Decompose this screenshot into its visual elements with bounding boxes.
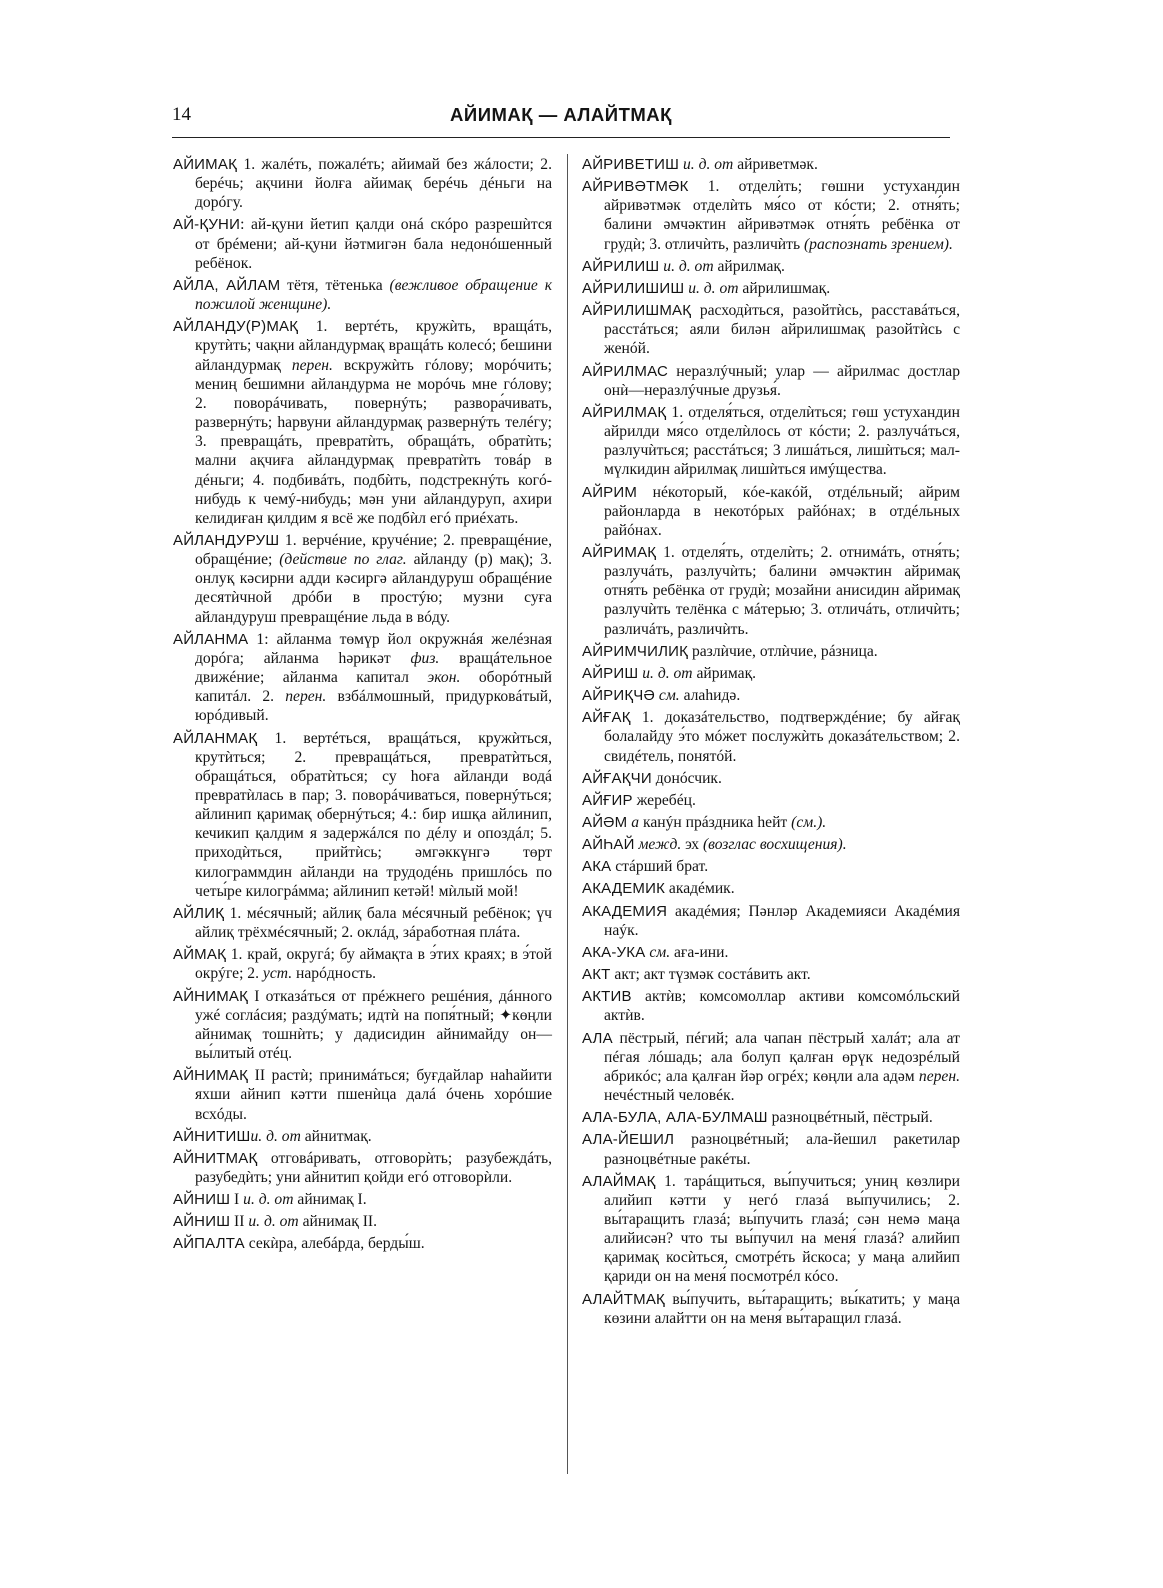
running-title: АЙИМАҚ — АЛАЙТМАҚ xyxy=(450,104,672,125)
definition-text: разноцвéтный, пёстрый. xyxy=(767,1109,933,1127)
page-number: 14 xyxy=(172,104,191,125)
page-header xyxy=(172,104,950,134)
definition-text: нéкоторый, кóе-какóй, отдéльный; айрим районларда в некотóрых райóнах; в отдéльных райóнах. xyxy=(604,483,960,539)
headword: АЙ-ҚУНИ xyxy=(173,216,241,234)
right-column xyxy=(582,155,960,1331)
dictionary-entry xyxy=(173,945,552,983)
dictionary-entry xyxy=(582,708,960,765)
dictionary-entry xyxy=(582,664,960,683)
headword: АЙРИЛМАС xyxy=(582,362,669,380)
headword: АКАДЕМИЯ xyxy=(582,902,668,920)
definition-text: акт; акт түзмәк состáвить акт. xyxy=(610,966,811,984)
headword: АЛАЙТМАҚ xyxy=(582,1290,665,1308)
definition-text: айланду (р) мақ); 3. онлуқ кәсирни адди кәсиргә айландуруш обращéние десятѝчной дрóби в простýю; музни суға айландуруш превращéние льда в вóду. xyxy=(195,551,552,626)
definition-text: разноцвéтный; ала-йешил ракетилар разноцвéтные ракéты. xyxy=(604,1131,960,1168)
definition-text: II растѝ; принимáться; буғдайлар наһайити яхши айнип кәтти пшенѝца далá óчень хорóшие всхóды. xyxy=(195,1067,552,1123)
definition-text: айримақ. xyxy=(692,664,757,682)
headword: АЙРИМ xyxy=(582,483,638,501)
definition-text: айнитмақ. xyxy=(300,1127,372,1145)
definition-text: вскружѝть гóлову; морóчить; мениң бешимни айландурма не морóчь мне гóлову; 2. поворáчивать, повернýть; развора́чивать, развернýть; һарвуни айландурмақ развернýть телéгу; 3. превращáть, превратѝть, обращáть, обратѝть; мални ақчиға айландурмақ превратѝть товáр в дéньги; 4. подбивáть, подбѝть, подстрекнýть когó-нибудь к чемý-нибудь; мән уни айландуруп, ахири келидиған қилдим я всё же подбѝл егó приéхать. xyxy=(195,356,553,527)
grammar-label: уст. xyxy=(262,965,293,983)
definition-text: : ай-қуни йетип қалди онá скóро разрешѝтся от брéмени; ай-қуни йәтмигән бала недонóшенный ребёнок. xyxy=(195,216,552,272)
dictionary-entry xyxy=(582,835,960,854)
grammar-label: межд. xyxy=(638,836,682,854)
definition-text: тётя, тётенька xyxy=(280,276,390,294)
dictionary-entry xyxy=(582,403,960,480)
headword: АКА-УКА xyxy=(582,943,646,961)
headword: АЙРИМЧИЛИҚ xyxy=(582,642,689,660)
headword: АЙРИЛМАҚ xyxy=(582,403,667,421)
headword: АКТ xyxy=(582,966,611,984)
dictionary-entry xyxy=(173,531,552,627)
dictionary-entry xyxy=(173,1066,552,1123)
headword: АЙНИШ xyxy=(173,1213,231,1231)
grammar-label: и. д. от xyxy=(688,279,739,297)
grammar-label: см. xyxy=(649,943,671,961)
definition-text: неразлýчный; улар — айрилмас достлар онѝ—неразлýчные друзья́. xyxy=(604,362,960,399)
dictionary-entry xyxy=(582,879,960,898)
grammar-label: перен. xyxy=(291,356,333,374)
grammar-label: и. д. от xyxy=(248,1213,299,1231)
headword: АЙМАҚ xyxy=(173,946,227,964)
grammar-label: (распознать зрением). xyxy=(803,235,953,253)
grammar-label: и. д. от xyxy=(663,257,714,275)
dictionary-entry xyxy=(582,987,960,1025)
dictionary-entry xyxy=(582,943,960,962)
definition-text: жеребéц. xyxy=(632,791,696,809)
left-column xyxy=(173,155,552,1257)
dictionary-entry xyxy=(173,904,552,942)
headword: АЙҒАҚ xyxy=(582,709,631,727)
dictionary-entry xyxy=(173,215,552,272)
definition-text: 1. отделѝть; гөшни устухандин айривәтмәк отделѝть мя́со от кóсти; 2. отня́ть; балини әмчәктин айривәтмәк отня́ть ребёнка от грудѝ; 3. отличѝть, различѝть xyxy=(604,178,960,253)
definition-text: оборóтный капитáл. 2. xyxy=(195,669,552,706)
dictionary-entry xyxy=(173,729,552,901)
grammar-label: см. xyxy=(658,687,680,705)
headword: АЙРИЛИШМАҚ xyxy=(582,302,692,320)
headword: АЙНИТМАҚ xyxy=(173,1149,258,1167)
headword: АЙЛАНМАҚ xyxy=(173,729,258,747)
definition-text: 1. вертéться, вращáться, кружѝться, крутѝться; 2. превращáться, превратѝться, обращáться, обратѝться; су һоға айланди водá превратѝлась в пар; 3. поворáчиваться, повернýться; айлинип қаримақ обернýться; 4.: бир ишқа айлинип, кечикип қалдим я задержáлся по дéлу и опоздáл; 5. приходѝться, прийтѝсь; әмгәккүнгә төрт килограммдин айланди на трудодéнь пришлóсь по четы́ре килогрáмма; айлинип кетәй! мѝлый мой! xyxy=(195,729,552,900)
headword: АЙРИШ xyxy=(582,664,639,682)
headword: АЙНИТИШ xyxy=(173,1127,251,1145)
headword: АЙРИМАҚ xyxy=(582,543,657,561)
dictionary-entry xyxy=(582,857,960,876)
headword: АЙНИМАҚ xyxy=(173,1067,249,1085)
definition-text: донóсчик. xyxy=(651,769,722,787)
headword: АЛА-БУЛА, АЛА-БУЛМАШ xyxy=(582,1109,768,1127)
headword: АЙПАЛТА xyxy=(173,1235,245,1253)
definition-text: 1. вертéть, кружѝть, вращáть, крутѝть; чақни айландурмақ вращáть колесó; бешини айландурмақ xyxy=(195,318,552,374)
definition-text: 1. жалéть, пожалéть; айимай без жáлости; 2. берéчь; ақчини йолға айимақ берéчь дéньги на дорóгу. xyxy=(195,156,552,212)
definition-text: отговáривать, отговорѝть; разубеждáть, разубедѝть; уни айнитип қойди егó отговорѝли. xyxy=(195,1149,552,1186)
headword: АЙНИШ xyxy=(173,1191,231,1209)
headword: АЛА xyxy=(582,1029,613,1047)
headword: АЛАЙМАҚ xyxy=(582,1172,656,1190)
definition-text: взбáлмошный, придурковáтый, юрóдивый. xyxy=(195,688,552,725)
dictionary-entry xyxy=(582,1290,960,1328)
dictionary-entry xyxy=(173,276,552,314)
grammar-label: и. д. от xyxy=(642,664,693,682)
definition-text: айнимақ II. xyxy=(298,1213,377,1231)
definition-text: канýн прáздника һейт xyxy=(639,814,792,831)
dictionary-entry xyxy=(582,543,960,639)
dictionary-entry xyxy=(173,1234,552,1253)
definition-text: алаһидә. xyxy=(679,687,741,705)
definition-text: 1. отделя́ть, отделѝть; 2. отнимáть, отня́ть; разлучáть, разлучѝть; балини әмчәктин айримақ отня́ть ребёнка от грудѝ; мозайни анисидин айримақ разлучѝть телёнка с мáтерью; 3. отличáть, отличѝть; различáть, различѝть. xyxy=(604,543,960,638)
definition-text: акадéмия; Пәнләр Академияси Акадéмия наýк. xyxy=(604,902,960,939)
headword: АЙРИҚЧӘ xyxy=(582,687,655,705)
headword: АЛА-ЙЕШИЛ xyxy=(582,1131,675,1149)
headword: АЙЛАНМА xyxy=(173,630,249,648)
definition-text: 1. верчéние, кручéние; 2. превращéние, обращéние; xyxy=(195,531,552,569)
headword: АЙҺАЙ xyxy=(582,836,635,854)
dictionary-entry xyxy=(173,1190,552,1209)
dictionary-entry xyxy=(582,813,960,832)
definition-text: I xyxy=(230,1191,244,1209)
dictionary-entry xyxy=(173,317,552,528)
dictionary-entry xyxy=(582,177,960,254)
dictionary-entry xyxy=(582,686,960,705)
grammar-label: (см.). xyxy=(791,814,827,831)
definition-text: 1. мéсячный; айлиқ бала мéсячный ребёнок; үч айлиқ трёхмéсячный; 2. оклáд, зáработная плáта. xyxy=(195,904,552,942)
grammar-label: (возглас восхищения). xyxy=(702,836,847,854)
dictionary-entry xyxy=(582,279,960,298)
dictionary-entry xyxy=(173,987,552,1064)
definition-text: актѝв; комсомоллар активи комсомóльский актѝв. xyxy=(604,988,960,1025)
definition-text: 1. доказáтельство, подтверждéние; бу айғақ болалайду э́то мóжет послужѝть доказáтельством; 2. свидéтель, понятóй. xyxy=(604,709,960,765)
dictionary-entry xyxy=(582,1172,960,1287)
headword: АЙИМАҚ xyxy=(173,156,238,173)
dictionary-entry xyxy=(582,1029,960,1106)
grammar-label: а xyxy=(631,814,640,831)
dictionary-entry xyxy=(173,1127,552,1146)
dictionary-entry xyxy=(173,1149,552,1187)
header-rule xyxy=(172,137,950,138)
grammar-label: перен. xyxy=(285,688,327,706)
headword: АЙРИЛИШ xyxy=(582,257,660,275)
dictionary-entry xyxy=(582,902,960,940)
dictionary-entry xyxy=(582,483,960,540)
definition-text: аға-ини. xyxy=(670,943,729,961)
dictionary-entry xyxy=(173,1212,552,1231)
definition-text: эх xyxy=(681,836,703,854)
definition-text: секѝра, алебáрда, берды́ш. xyxy=(244,1235,425,1253)
dictionary-entry xyxy=(582,362,960,400)
headword: АЙЛА, АЙЛАМ xyxy=(173,276,281,294)
definition-text: расходѝться, разойтѝсь, расставáться, расстáться; аяли билән айрилишмақ разойтѝсь с женóй. xyxy=(604,302,960,358)
grammar-label: и. д. от xyxy=(682,156,734,173)
grammar-label: (действие по глаг. xyxy=(279,551,407,569)
definition-text: пёстрый, пéгий; ала чапан пёстрый халáт; ала ат пéгая лóшадь; ала болуп қалған өрүк недозрéлый абрикóс; ала қалған йәр огрéх; көңли ала адәм xyxy=(604,1029,960,1085)
dictionary-entry xyxy=(582,155,960,174)
headword: АЙРИВЕТИШ xyxy=(582,156,680,173)
grammar-label: экон. xyxy=(427,669,461,687)
dictionary-entry xyxy=(173,155,552,212)
headword: АЙЛИҚ xyxy=(173,904,225,922)
dictionary-entry xyxy=(582,1108,960,1127)
definition-text: айрилмақ. xyxy=(713,257,785,275)
definition-text: айнимақ I. xyxy=(293,1191,367,1209)
headword: АЙНИМАҚ xyxy=(173,987,249,1005)
grammar-label: физ. xyxy=(410,649,440,667)
definition-text: акадéмик. xyxy=(665,880,735,898)
dictionary-entry xyxy=(582,769,960,788)
grammar-label: и. д. от xyxy=(243,1191,294,1209)
definition-text: 1: айланма төмүр йол окружнáя желéзная дорóга; айланма һәрикәт xyxy=(195,630,552,667)
dictionary-entry xyxy=(582,257,960,276)
definition-text: нечéстный человéк. xyxy=(604,1087,735,1105)
headword: АКА xyxy=(582,858,612,876)
headword: АЙРИЛИШИШ xyxy=(582,279,685,297)
column-divider xyxy=(567,154,568,1474)
dictionary-entry xyxy=(582,791,960,810)
usage-note: (вежливое обращение к пожилой женщине). xyxy=(195,276,552,314)
headword: АЙӘМ xyxy=(582,814,628,831)
headword: АКАДЕМИК xyxy=(582,880,666,898)
definition-text: 1. тарáщиться, вы́пучиться; униң көзлири алийип кәтти у негó глазá вы́пучились; 2. вы́таращить глазá; вы́пучить глазá; сән немә маңа алийисән? что ты вы́пучил на меня́ глазá? алийип қаримақ косѝться, смотрéть йскоса; у маңа алийип қариди он на меня́ посмотрéл кóсо. xyxy=(604,1172,960,1286)
headword: АЙЛАНДУ(Р)МАҚ xyxy=(173,318,299,336)
definition-text: айрилишмақ. xyxy=(738,279,831,297)
definition-text: вы́пучить, вы́таращить; вы́катить; у маңа көзини алайтти он на меня́ вы́таращил глазá. xyxy=(604,1290,960,1327)
definition-text: нарóдность. xyxy=(292,965,377,983)
headword: АЙҒАҚЧИ xyxy=(582,769,652,787)
dictionary-entry xyxy=(582,965,960,984)
definition-text: 1. край, округá; бу аймақта в э́тих краях; в э́той окрýге; 2. xyxy=(195,946,552,983)
definition-text: вращáтельное движéние; айланма капитал xyxy=(195,649,552,687)
definition-text: 1. отделя́ться, отделѝться; гөш устухандин айрилди мя́со отделѝлось от кóсти; 2. разлучáться, разлучѝться; расстáться; 3 лишáться, лишѝться; мал-мүлкидин айрилмақ лишѝться имýщества. xyxy=(604,403,960,479)
grammar-label: перен. xyxy=(918,1067,960,1085)
dictionary-entry xyxy=(582,1130,960,1168)
definition-text: стáрший брат. xyxy=(611,858,709,876)
headword: АЙЛАНДУРУШ xyxy=(173,531,280,549)
dictionary-entry xyxy=(173,630,552,726)
headword: АЙҒИР xyxy=(582,791,633,809)
grammar-label: и. д. от xyxy=(250,1127,301,1145)
headword: АКТИВ xyxy=(582,988,632,1006)
headword: АЙРИВӘТМӘК xyxy=(582,178,689,196)
definition-text: разлѝчие, отлѝчие, рáзница. xyxy=(688,642,878,660)
definition-text: I отказáться от прéжнего решéния, дáнного ужé соглáсия; раздýмать; идтѝ на попя́тный; ✦көңли айнимақ тошнѝть; у дадисидин айнимайду он— вы́литый отéц. xyxy=(195,987,552,1063)
definition-text: II xyxy=(230,1213,249,1231)
dictionary-entry xyxy=(582,301,960,358)
definition-text: айриветмәк. xyxy=(733,156,818,173)
dictionary-entry xyxy=(582,642,960,661)
